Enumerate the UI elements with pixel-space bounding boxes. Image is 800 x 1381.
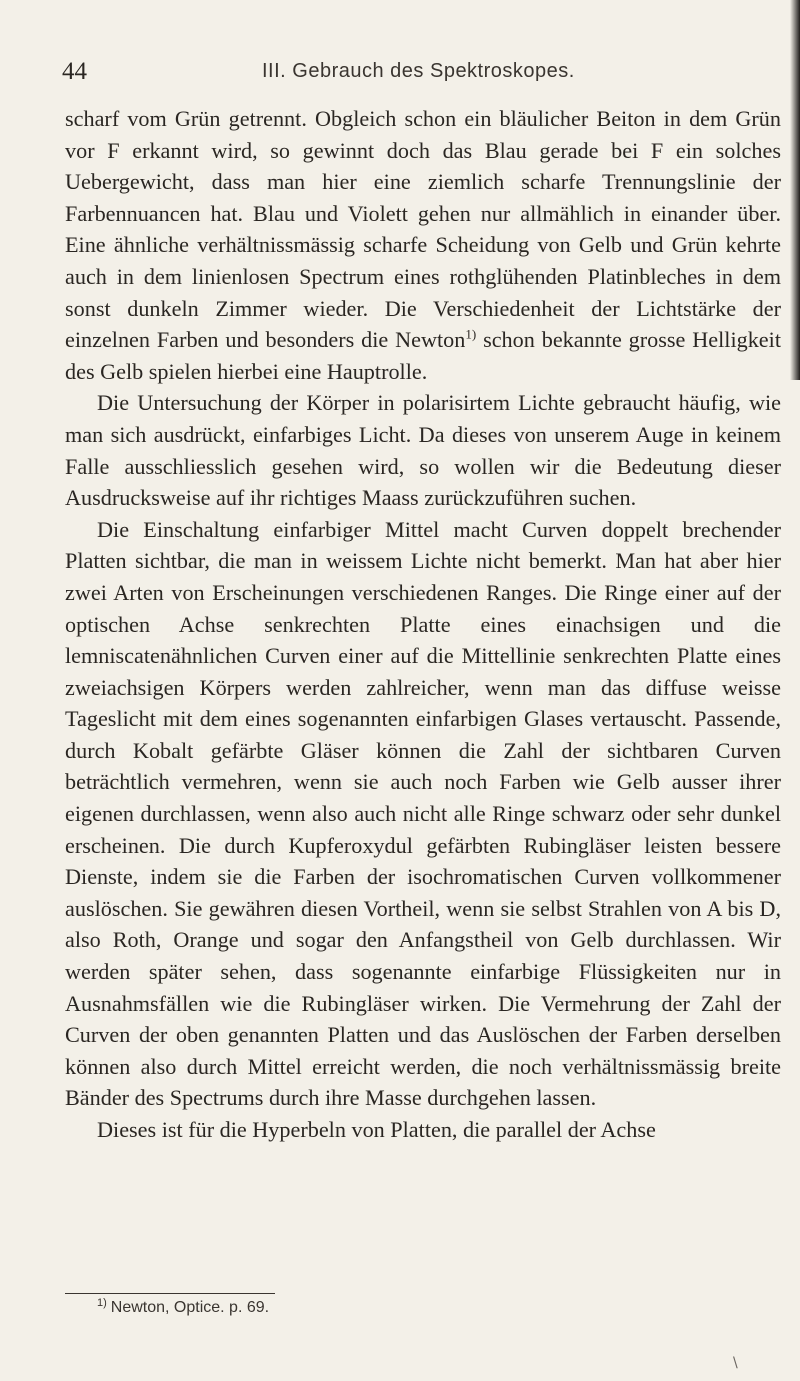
body-text [65,103,781,1146]
page-edge-shadow [790,0,800,380]
paragraph-1-text: scharf vom Grün getrennt. Obgleich schon ein bläulicher Beiton in dem Grün vor F erkannt wird, so gewinnt doch das Blau gerade bei F ein solches Uebergewicht, dass man hier eine ziemlich scharfe Trennungslinie der Farbennuancen hat. Blau und Violett gehen nur allmählich in einander über. Eine ähnliche verhältnissmässig scharfe Scheidung von Gelb und Grün kehrte auch in dem linienlosen Spectrum eines rothglühenden Platinbleches in dem sonst dunkeln Zimmer wieder. Die Verschiedenheit der Lichtstärke der einzelnen Farben und besonders die Newton [65,106,781,353]
paragraph-4: Dieses ist für die Hyperbeln von Platten, die parallel der Achse [97,1117,656,1142]
footnote [97,1296,270,1317]
footnote-divider [65,1293,275,1294]
footnote-text: Newton, Optice. p. 69. [110,1299,270,1316]
stray-mark: \ [733,1355,738,1371]
paragraph-1 [65,103,781,387]
footnote-number: 1) [97,1296,107,1309]
paragraph-2: Die Untersuchung der Körper in polarisirtem Lichte gebraucht häufig, wie man sich ausdrückt, einfarbiges Licht. Da dieses von unserem Auge in keinem Falle ausschliesslich gesehen wird, so wollen wir die Bedeutung dieser Ausdrucksweise auf ihr richtiges Maass zurückzuführen suchen. [65,390,781,511]
running-title: III. Gebrauch des Spektroskopes. [262,60,575,82]
page-header [62,58,782,88]
paragraph-1-text-cont: schon bekannte grosse Helligkeit des Gelb spielen hierbei eine Hauptrolle. [65,327,781,384]
page-number: 44 [62,58,87,85]
paragraph-3: Die Einschaltung einfarbiger Mittel macht Curven doppelt brechender Platten sichtbar, die man in weissem Lichte nicht bemerkt. Man hat aber hier zwei Arten von Erscheinungen verschiedenen Ranges. Die Ringe einer auf der optischen Achse senkrechten Platte eines einachsigen und die lemniscatenähnlichen Curven einer auf die Mittellinie senkrechten Platte eines zweiachsigen Körpers werden zahlreicher, wenn man das diffuse weisse Tageslicht mit dem eines sogenannten einfarbigen Glases vertauscht. Passende, durch Kobalt gefärbte Gläser können die Zahl der sichtbaren Curven beträchtlich vermehren, wenn sie auch noch Farben wie Gelb ausser ihrer eigenen durchlassen, wenn also auch nicht alle Ringe schwarz oder sehr dunkel erscheinen. Die durch Kupferoxydul gefärbten Rubingläser leisten bessere Dienste, indem sie die Farben der isochromatischen Curven vollkommener auslöschen. Sie gewähren diesen Vortheil, wenn sie selbst Strahlen von A bis D, also Roth, Orange und sogar den Anfangstheil von Gelb durchlassen. Wir werden später sehen, dass sogenannte einfarbige Flüssigkeiten nur in Ausnahmsfällen wie die Rubingläser wirken. Die Vermehrung der Zahl der Curven der oben genannten Platten und das Auslöschen der Farben derselben können also durch Mittel erreicht werden, die noch verhältnissmässig breite Bänder des Spectrums durch ihre Masse durchgehen lassen. [65,516,781,1111]
footnote-reference: 1) [465,326,477,342]
